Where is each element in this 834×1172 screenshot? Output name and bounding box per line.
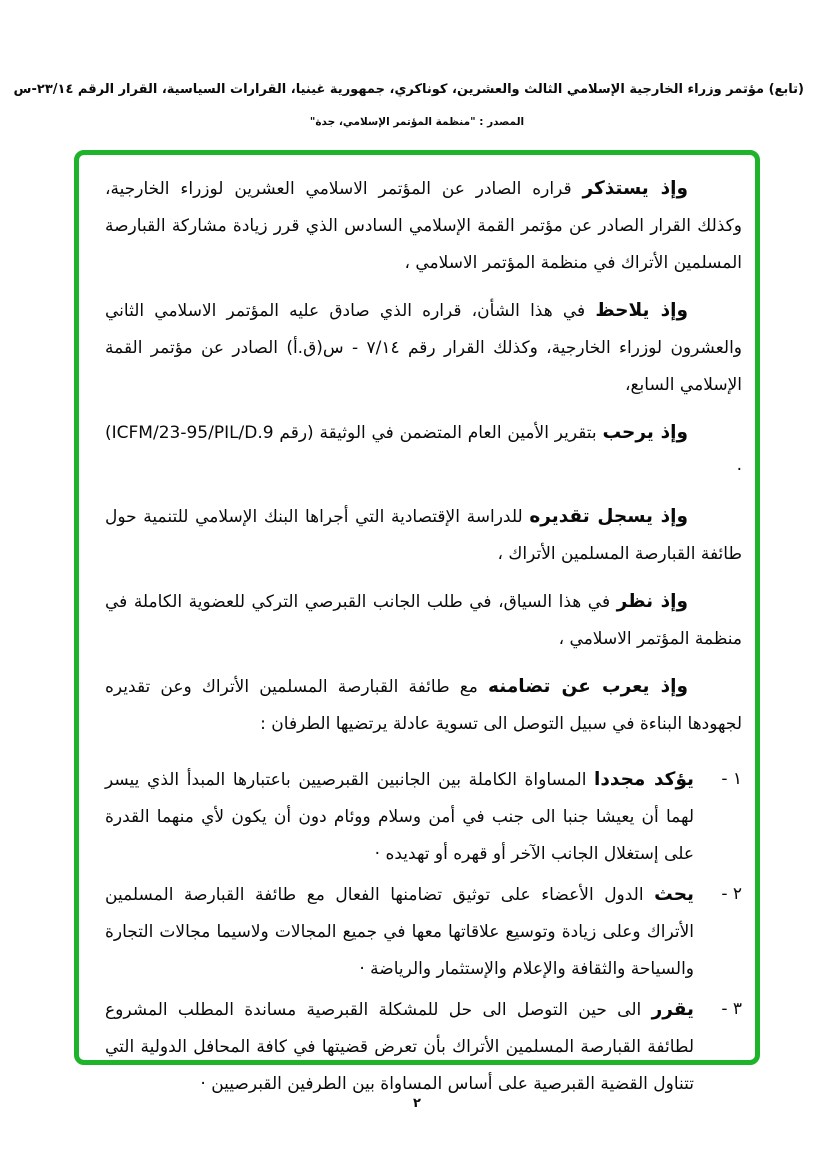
paragraph-appreciation [105,498,742,573]
item-lead: يحث [654,884,694,905]
list-item-2 [105,876,742,988]
paragraph-lead: وإذ يلاحظ [595,300,688,321]
paragraph-solidarity [105,668,742,743]
document-highlight-frame [74,150,760,1094]
item-lead: يؤكد مجددا [594,769,694,790]
paragraph-lead: وإذ نظر [616,591,688,612]
paragraph-text: في هذا الشأن، قراره الذي صادق عليه المؤتمر الاسلامي الثاني والعشرون لوزراء الخارجية، وكذلك القرار رقم ٧/١٤ - س(ق.أ) الصادر عن مؤتمر القمة الإسلامي السابع، [105,301,743,395]
paragraph-lead: وإذ يستذكر [582,178,688,199]
paragraph-lead: وإذ يعرب عن تضامنه [488,676,688,697]
item-body: الدول الأعضاء على توثيق تضامنها الفعال مع طائفة القبارصة المسلمين الأتراك وعلى زيادة وتوسيع علاقاتها معها في جميع المجالات ولاسيما مجالات التجارة والسياحة والثقافة والإعلام والإستثمار والرياضة · [105,885,694,979]
header-source-line: المصدر : "منظمة المؤتمر الإسلامي، جدة" [309,116,525,128]
paragraph-text: مع طائفة القبارصة المسلمين الأتراك وعن تقديره لجهودها البناءة في سبيل التوصل الى تسوية عادلة يرتضيها الطرفان : [105,677,742,734]
list-item-3 [105,991,742,1103]
paragraph-welcoming [105,414,742,489]
resolution-body [105,170,742,1103]
paragraph-recalling [105,170,742,282]
item-number: ٢ - [721,884,742,904]
paragraph-noting [105,292,742,404]
item-number: ٣ - [721,999,742,1019]
page-number: ٢ [413,1096,421,1111]
paragraph-lead: وإذ يسجل تقديره [529,506,688,527]
item-number: ١ - [721,769,742,789]
item-text [105,991,694,1103]
paragraph-text: بتقرير الأمين العام المتضمن في الوثيقة (رقم ICFM/23-95/PIL/D.9) · [105,423,742,480]
item-body: الى حين التوصل الى حل للمشكلة القبرصية مساندة المطلب المشروع لطائفة القبارصة المسلمين الأتراك بأن تعرض قضيتها في كافة المحافل الدولية التي تتناول القضية القبرصية على أساس المساواة بين الطرفين القبرصيين · [105,1000,694,1094]
item-body: المساواة الكاملة بين الجانبين القبرصيين باعتبارها المبدأ الذي ييسر لهما أن يعيشا جنبا الى جنب في أمن وسلام ووئام دون أن يكون لأي منهما القدرة على إستغلال الجانب الآخر أو قهره أو تهديده · [105,770,694,864]
item-lead: يقرر [651,999,694,1020]
list-item-1 [105,761,742,873]
paragraph-text: للدراسة الإقتصادية التي أجراها البنك الإسلامي للتنمية حول طائفة القبارصة المسلمين الأتراك ، [105,507,742,564]
paragraph-text: قراره الصادر عن المؤتمر الاسلامي العشرين لوزراء الخارجية، وكذلك القرار الصادر عن مؤتمر القمة الإسلامي السادس الذي قرر زيادة مشاركة القبارصة المسلمين الأتراك في منظمة المؤتمر الاسلامي ، [105,179,742,273]
paragraph-text: في هذا السياق، في طلب الجانب القبرصي التركي للعضوية الكاملة في منظمة المؤتمر الاسلامي ، [105,592,742,649]
header-citation-line: (تابع) مؤتمر وزراء الخارجية الإسلامي الثالث والعشرين، كوناكري، جمهورية غينيا، القرارات السياسية، القرار الرقم ٢٣/١٤-س [13,82,804,97]
paragraph-lead: وإذ يرحب [602,422,688,443]
item-text [105,876,694,988]
item-text [105,761,694,873]
paragraph-considering [105,583,742,658]
